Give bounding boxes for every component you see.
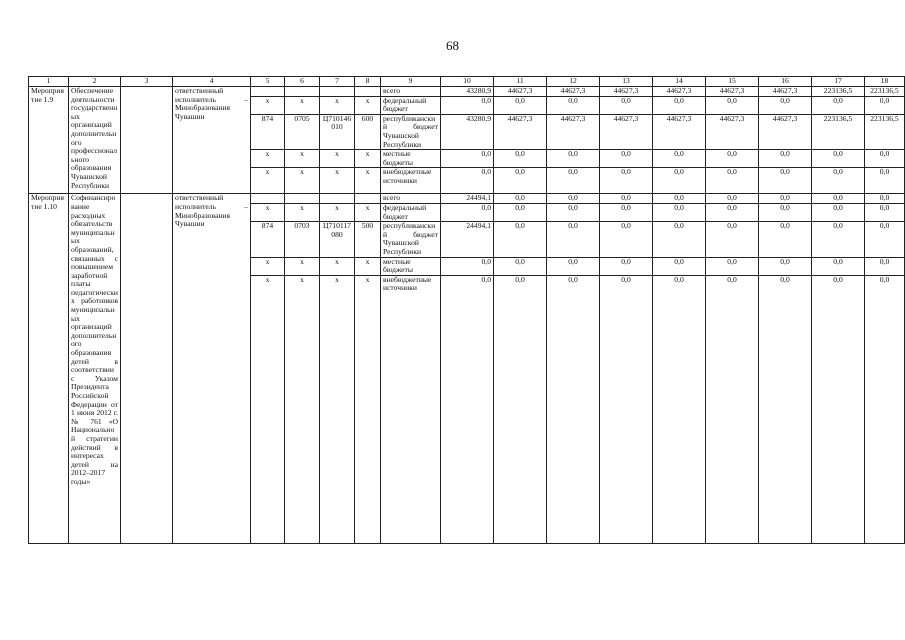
col-header: 4: [173, 77, 251, 87]
grbs-code: x: [251, 168, 285, 194]
amount-cell: 0,0: [441, 257, 494, 275]
col-header: 15: [706, 77, 759, 87]
goal-cell: [121, 87, 173, 194]
amount-cell: 0,0: [600, 222, 653, 257]
amount-cell: 44627,3: [706, 87, 759, 97]
event-name: Софинансирование расходных обязательств муниципальных образований, связанных с повышением заработной платы педагогических работников муниципальных организаций дополнительного образования детей в соответствии с Указом Президента Российской Федерации от 1 июня 2012 г. № 761 «О Национальной стратегии действий в интересах детей на 2012–2017 годы»: [69, 194, 121, 543]
amount-cell: 0,0: [812, 150, 865, 168]
amount-cell: 0,0: [653, 203, 706, 221]
funding-source: всего: [381, 87, 441, 97]
amount-cell: 44627,3: [653, 87, 706, 97]
expense-type-code: x: [355, 275, 381, 543]
event-name: Обеспечение деятельности государственных организаций дополнительного профессионального образования Чувашской Республики: [69, 87, 121, 194]
grbs-code: x: [251, 275, 285, 543]
section-code: x: [285, 96, 320, 114]
amount-cell: 0,0: [865, 257, 905, 275]
amount-cell: 0,0: [441, 150, 494, 168]
amount-cell: 24494,1: [441, 222, 494, 257]
amount-cell: 0,0: [865, 194, 905, 204]
section-code: 0705: [285, 114, 320, 149]
amount-cell: 0,0: [865, 168, 905, 194]
table-body: [29, 77, 905, 544]
amount-cell: 0,0: [441, 203, 494, 221]
expense-type-code: x: [355, 257, 381, 275]
amount-cell: 0,0: [600, 150, 653, 168]
col-header: 12: [547, 77, 600, 87]
target-article-code: x: [320, 203, 355, 221]
expense-type-code: x: [355, 168, 381, 194]
amount-cell: 0,0: [653, 257, 706, 275]
amount-cell: 0,0: [494, 275, 547, 543]
section-code: [285, 194, 320, 204]
amount-cell: 0,0: [706, 257, 759, 275]
col-header: 7: [320, 77, 355, 87]
amount-cell: 0,0: [653, 168, 706, 194]
col-header: 11: [494, 77, 547, 87]
funding-source: республиканский бюджет Чувашской Республики: [381, 114, 441, 149]
amount-cell: 0,0: [759, 275, 812, 543]
amount-cell: 0,0: [812, 203, 865, 221]
amount-cell: 0,0: [494, 96, 547, 114]
amount-cell: 44627,3: [706, 114, 759, 149]
grbs-code: [251, 194, 285, 204]
event-id: Мероприятие 1.9: [29, 87, 69, 194]
col-header: 1: [29, 77, 69, 87]
amount-cell: 0,0: [759, 203, 812, 221]
amount-cell: 0,0: [865, 203, 905, 221]
amount-cell: 0,0: [706, 203, 759, 221]
amount-cell: 223136,5: [865, 87, 905, 97]
amount-cell: 0,0: [441, 275, 494, 543]
amount-cell: 0,0: [653, 150, 706, 168]
amount-cell: 223136,5: [812, 114, 865, 149]
col-header: 3: [121, 77, 173, 87]
target-article-code: x: [320, 257, 355, 275]
expense-type-code: [355, 194, 381, 204]
amount-cell: 0,0: [653, 194, 706, 204]
amount-cell: 0,0: [547, 194, 600, 204]
amount-cell: 0,0: [706, 222, 759, 257]
funding-source: местные бюджеты: [381, 257, 441, 275]
col-header: 17: [812, 77, 865, 87]
event-id: Мероприятие 1.10: [29, 194, 69, 543]
col-header: 13: [600, 77, 653, 87]
amount-cell: 0,0: [812, 222, 865, 257]
grbs-code: x: [251, 96, 285, 114]
funding-source: внебюджетные источники: [381, 168, 441, 194]
amount-cell: 0,0: [706, 194, 759, 204]
page-number: 68: [446, 38, 459, 53]
table-row: [29, 87, 905, 97]
amount-cell: 0,0: [494, 222, 547, 257]
section-code: x: [285, 275, 320, 543]
grbs-code: [251, 87, 285, 97]
budget-table: [28, 76, 905, 544]
target-article-code: [320, 87, 355, 97]
amount-cell: 43280,9: [441, 114, 494, 149]
executor: ответственный исполнитель – Минобразования Чувашии: [173, 87, 251, 194]
section-code: x: [285, 203, 320, 221]
grbs-code: x: [251, 257, 285, 275]
section-code: x: [285, 150, 320, 168]
target-article-code: x: [320, 96, 355, 114]
section-code: x: [285, 257, 320, 275]
amount-cell: 43280,9: [441, 87, 494, 97]
column-number-row: [29, 77, 905, 87]
expense-type-code: 500: [355, 222, 381, 257]
grbs-code: 874: [251, 222, 285, 257]
grbs-code: 874: [251, 114, 285, 149]
amount-cell: 0,0: [494, 257, 547, 275]
expense-type-code: x: [355, 96, 381, 114]
funding-source: республиканский бюджет Чувашской Республики: [381, 222, 441, 257]
section-code: 0703: [285, 222, 320, 257]
amount-cell: 44627,3: [759, 87, 812, 97]
amount-cell: 0,0: [494, 203, 547, 221]
col-header: 5: [251, 77, 285, 87]
amount-cell: 0,0: [812, 194, 865, 204]
target-article-code: [320, 194, 355, 204]
amount-cell: 0,0: [865, 275, 905, 543]
amount-cell: 0,0: [865, 150, 905, 168]
goal-cell: [121, 194, 173, 543]
col-header: 14: [653, 77, 706, 87]
amount-cell: 0,0: [812, 96, 865, 114]
amount-cell: 0,0: [812, 257, 865, 275]
target-article-code: x: [320, 168, 355, 194]
amount-cell: 0,0: [759, 222, 812, 257]
amount-cell: 0,0: [759, 168, 812, 194]
amount-cell: 0,0: [706, 168, 759, 194]
amount-cell: 0,0: [547, 222, 600, 257]
amount-cell: 0,0: [653, 275, 706, 543]
expense-type-code: x: [355, 150, 381, 168]
target-article-code: Ц710146010: [320, 114, 355, 149]
amount-cell: 223136,5: [812, 87, 865, 97]
amount-cell: 0,0: [547, 203, 600, 221]
amount-cell: 44627,3: [759, 114, 812, 149]
amount-cell: 0,0: [759, 257, 812, 275]
amount-cell: 0,0: [865, 222, 905, 257]
col-header: 2: [69, 77, 121, 87]
amount-cell: 0,0: [653, 222, 706, 257]
amount-cell: 0,0: [494, 150, 547, 168]
col-header: 6: [285, 77, 320, 87]
section-code: [285, 87, 320, 97]
amount-cell: 0,0: [600, 203, 653, 221]
amount-cell: 0,0: [759, 194, 812, 204]
amount-cell: 0,0: [600, 257, 653, 275]
amount-cell: 0,0: [600, 168, 653, 194]
col-header: 18: [865, 77, 905, 87]
amount-cell: 0,0: [653, 96, 706, 114]
expense-type-code: x: [355, 203, 381, 221]
col-header: 9: [381, 77, 441, 87]
amount-cell: 0,0: [812, 275, 865, 543]
amount-cell: 44627,3: [494, 87, 547, 97]
amount-cell: 44627,3: [600, 87, 653, 97]
target-article-code: x: [320, 150, 355, 168]
amount-cell: 44627,3: [547, 114, 600, 149]
amount-cell: 0,0: [600, 96, 653, 114]
target-article-code: Ц710117080: [320, 222, 355, 257]
amount-cell: 0,0: [547, 168, 600, 194]
amount-cell: 0,0: [812, 168, 865, 194]
col-header: 16: [759, 77, 812, 87]
amount-cell: 24494,1: [441, 194, 494, 204]
amount-cell: 0,0: [865, 96, 905, 114]
expense-type-code: 600: [355, 114, 381, 149]
amount-cell: 0,0: [759, 96, 812, 114]
grbs-code: x: [251, 150, 285, 168]
amount-cell: 223136,5: [865, 114, 905, 149]
amount-cell: 0,0: [494, 168, 547, 194]
amount-cell: 44627,3: [494, 114, 547, 149]
amount-cell: 0,0: [547, 150, 600, 168]
target-article-code: x: [320, 275, 355, 543]
table-row: [29, 194, 905, 204]
amount-cell: 0,0: [706, 96, 759, 114]
amount-cell: 0,0: [759, 150, 812, 168]
section-code: x: [285, 168, 320, 194]
amount-cell: 0,0: [547, 275, 600, 543]
grbs-code: x: [251, 203, 285, 221]
amount-cell: 44627,3: [547, 87, 600, 97]
funding-source: внебюджетные источники: [381, 275, 441, 543]
amount-cell: 0,0: [547, 257, 600, 275]
funding-source: всего: [381, 194, 441, 204]
expense-type-code: [355, 87, 381, 97]
amount-cell: 44627,3: [653, 114, 706, 149]
col-header: 10: [441, 77, 494, 87]
amount-cell: 0,0: [441, 168, 494, 194]
executor: ответственный исполнитель – Минобразования Чувашии: [173, 194, 251, 543]
amount-cell: 0,0: [600, 275, 653, 543]
funding-source: местные бюджеты: [381, 150, 441, 168]
amount-cell: 0,0: [706, 150, 759, 168]
funding-source: федеральный бюджет: [381, 96, 441, 114]
amount-cell: 0,0: [547, 96, 600, 114]
funding-source: федеральный бюджет: [381, 203, 441, 221]
amount-cell: 44627,3: [600, 114, 653, 149]
amount-cell: 0,0: [706, 275, 759, 543]
col-header: 8: [355, 77, 381, 87]
amount-cell: 0,0: [494, 194, 547, 204]
amount-cell: 0,0: [600, 194, 653, 204]
amount-cell: 0,0: [441, 96, 494, 114]
